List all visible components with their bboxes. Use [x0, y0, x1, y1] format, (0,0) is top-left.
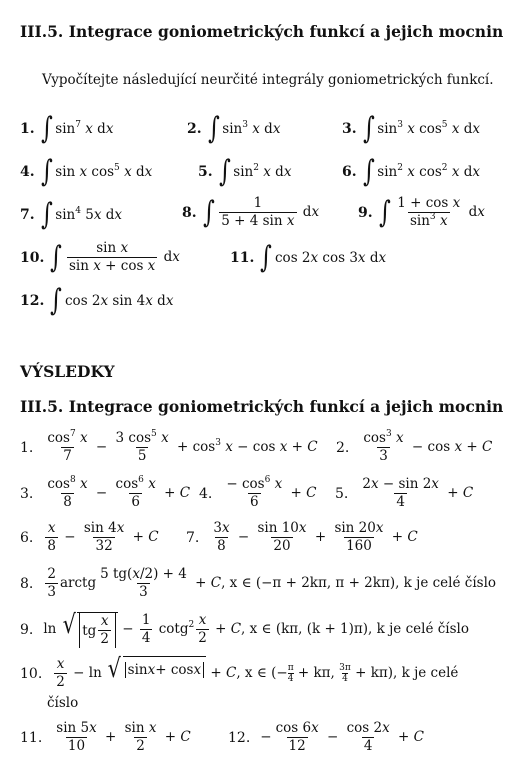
problem-10: 10. ∫ $\frac{\text{sin x}}{\text{sin x + cos x}}$ dx: [20, 239, 180, 275]
result-2: 2. $\frac{\cos^3 x}{3}$ − cos x + C: [336, 429, 493, 464]
integral-sign: ∫: [260, 240, 273, 275]
result-number: 9.: [20, 622, 34, 638]
result-6: 6. $\frac{x}{8}$ − $\frac{\sin 4x}{32}$ + C: [20, 520, 159, 554]
problem-number: 3.: [342, 121, 357, 137]
integral-sign: ∫: [50, 283, 63, 318]
problem-3: 3. ∫ $\sin^3 x$ $\cos^5 x$ dx: [342, 111, 481, 146]
result-10-domain-c: + kπ), k je celé: [350, 665, 459, 681]
result-number: 11.: [20, 729, 43, 746]
integral-sign: ∫: [378, 194, 391, 230]
result-8-domain: , x ∈ (−π + 2kπ, π + 2kπ), k je celé číslo: [221, 575, 497, 591]
problem-number: 6.: [342, 164, 357, 180]
result-number: 2.: [336, 439, 350, 456]
integral-sign: ∫: [40, 111, 53, 146]
integral-sign: ∫: [207, 111, 220, 146]
problem-4: 4. ∫ sin x $\cos^5 x$ dx: [20, 154, 153, 189]
result-9-domain: , x ∈ (kπ, (k + 1)π), k je celé číslo: [241, 621, 469, 637]
problem-7: 7. ∫ $\sin^4 5x$ dx: [20, 197, 123, 232]
problem-1: 1. ∫ $\sin^7 x$ dx: [20, 111, 114, 146]
integral-sign: ∫: [218, 154, 231, 189]
result-number: 1.: [20, 439, 34, 456]
problem-number: 1.: [20, 121, 35, 137]
problem-5: 5. ∫ $\sin^2 x$ dx: [198, 154, 292, 189]
integral-sign: ∫: [362, 154, 375, 189]
problem-11: 11. ∫ cos 2x cos 3x dx: [230, 240, 387, 275]
result-number: 12.: [228, 729, 251, 746]
result-1: 1. $\frac{\cos^7 x}{7}$ − $\frac{3 \cos^5 x}{5}$ + $\cos^3 x - \cos x + C$: [20, 429, 318, 464]
problem-number: 11.: [230, 250, 255, 266]
result-10: 10. $\frac{x}{2}$ − ln √ sin x + cos x + C, x ∈ (− $\frac{\pi}{4}$ + kπ, $\frac{3\pi}{4}$ + kπ), k je celé: [20, 654, 459, 690]
problem-number: 2.: [187, 121, 202, 137]
instructions: Vypočítejte následující neurčité integrály goniometrických funkcí.: [42, 72, 494, 88]
result-number: 5.: [335, 485, 349, 502]
problem-2: 2. ∫ $\sin^3 x$ dx: [187, 111, 281, 146]
result-number: 6.: [20, 529, 34, 546]
result-10-domain-a: , x ∈ (−: [236, 665, 288, 681]
result-10-continuation: číslo: [47, 695, 79, 711]
problem-9: 9. ∫ $\frac{\text{1 + cos x}}{\sin^3 x}$ dx: [358, 194, 485, 230]
section-title: III.5. Integrace goniometrických funkcí a jejich mocnin: [20, 22, 504, 41]
result-3: 3. $\frac{\cos^8 x}{8}$ − $\frac{\cos^6 x}{6}$ + C: [20, 475, 191, 510]
problem-number: 4.: [20, 164, 35, 180]
result-12: 12. − $\frac{\cos 6x}{12}$ − $\frac{\cos 2x}{4}$ + C: [228, 720, 424, 754]
problem-number: 12.: [20, 293, 45, 309]
result-9: 9. ln √ tg $\frac{x}{2}$ − $\frac{1}{4}$ cotg$^2$ $\frac{x}{2}$ + C, x ∈ (kπ, (k + 1)π), k je celé číslo: [20, 610, 469, 647]
integral-sign: ∫: [50, 239, 63, 275]
result-number: 4.: [199, 485, 213, 502]
problem-6: 6. ∫ $\sin^2 x$ $\cos^2 x$ dx: [342, 154, 481, 189]
result-11: 11. $\frac{\sin 5x}{10}$ + $\frac{\text{sin x}}{2}$ + C: [20, 720, 191, 754]
integral-sign: ∫: [40, 154, 53, 189]
problem-number: 9.: [358, 204, 373, 221]
problem-number: 10.: [20, 249, 45, 266]
integral-sign: ∫: [40, 197, 53, 232]
results-heading: VÝSLEDKY: [20, 362, 115, 381]
result-number: 7.: [186, 529, 200, 546]
problem-number: 5.: [198, 164, 213, 180]
problem-8: 8. ∫ $\frac{1}{\text{5 + 4 sin x}}$ dx: [182, 194, 320, 230]
results-title: III.5. Integrace goniometrických funkcí a jejich mocnin: [20, 397, 504, 416]
result-8: 8. $\frac{2}{3}$ arctg $\frac{5 tg(x/2) + 4}{3}$ + C, x ∈ (−π + 2kπ, π + 2kπ), k je celé číslo: [20, 566, 497, 600]
result-7: 7. $\frac{3x}{8}$ − $\frac{\sin 10x}{20}$ + $\frac{\sin 20x}{160}$ + C: [186, 520, 418, 554]
problem-12: 12. ∫ cos 2x sin 4x dx: [20, 283, 174, 318]
result-number: 8.: [20, 575, 34, 592]
problem-number: 8.: [182, 204, 197, 221]
result-number: 3.: [20, 485, 34, 502]
result-number: 10.: [20, 665, 43, 682]
result-5: 5. $\frac{2x - \sin 2x}{4}$ + C: [335, 476, 474, 510]
result-4: 4. $\frac{- \cos^6 x}{6}$ + C: [199, 475, 317, 510]
integral-sign: ∫: [362, 111, 375, 146]
problem-number: 7.: [20, 207, 35, 223]
integral-sign: ∫: [202, 194, 215, 230]
result-10-domain-b: + kπ,: [293, 665, 340, 681]
